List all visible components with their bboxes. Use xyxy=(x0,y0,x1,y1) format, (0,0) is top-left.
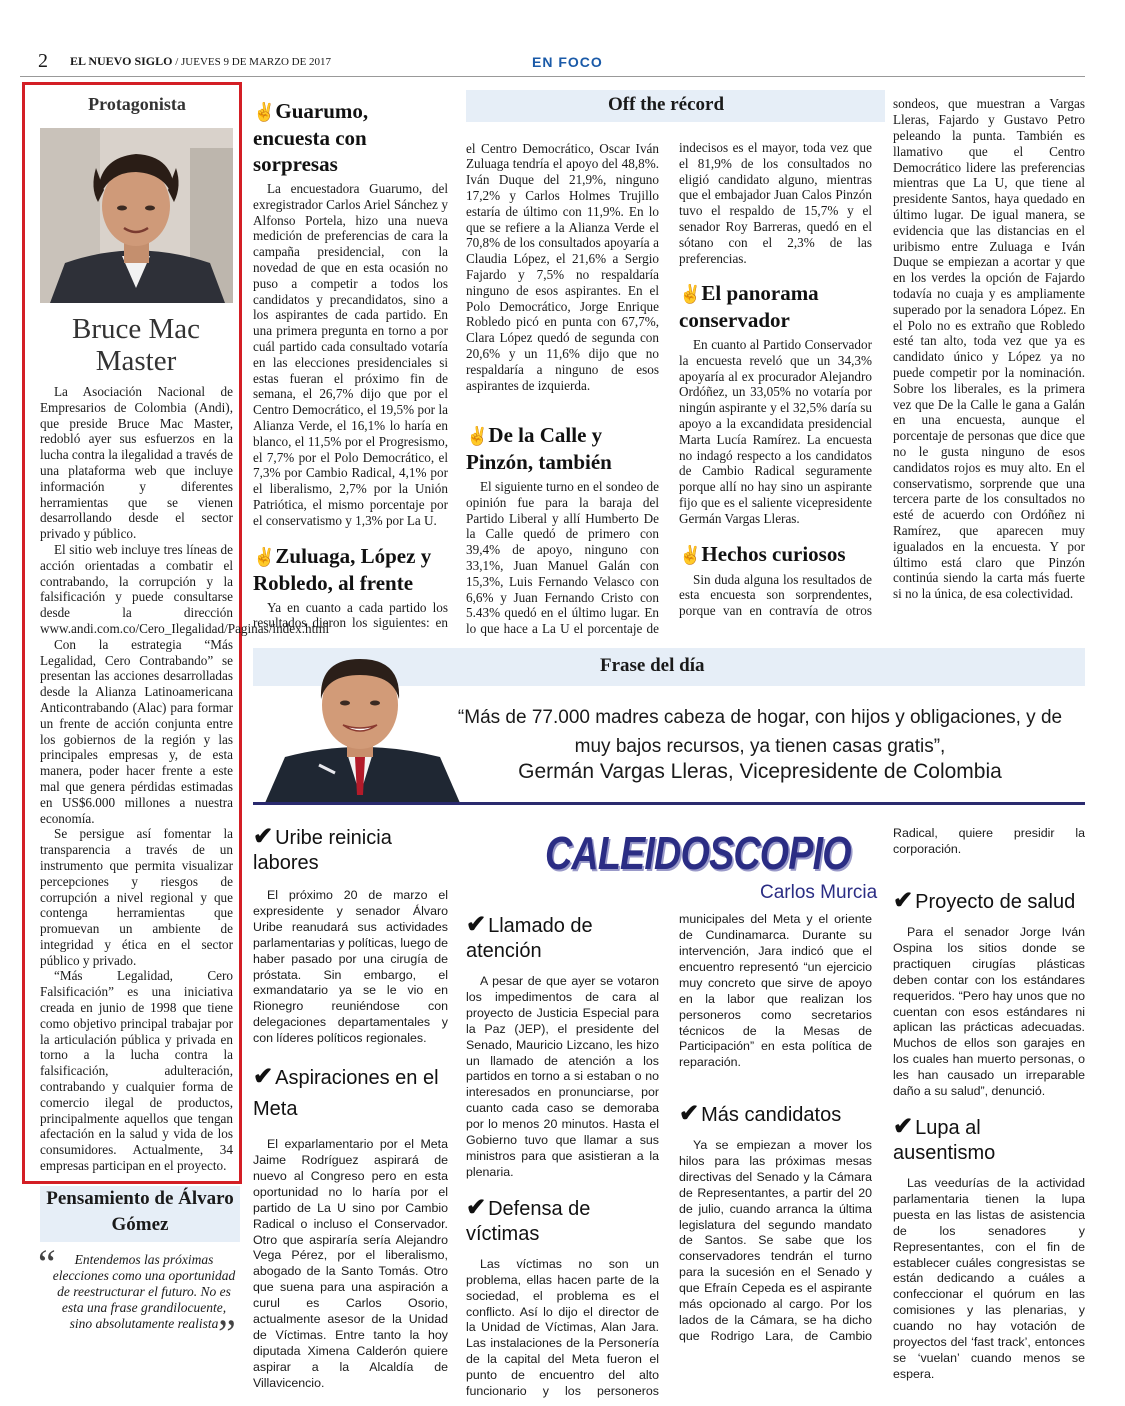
off-the-record-title: Off the récord xyxy=(607,94,725,115)
checkmark-icon: ✔ xyxy=(893,887,914,914)
curiosos-text: Sin duda alguna los resultados de esta encuesta son sorprendentes, porque van en contravía de otros xyxy=(679,571,872,619)
zuluaga-text: Ya en cuanto a cada partido los resultados dieron los siguientes: en xyxy=(253,599,448,631)
victory-hand-icon: ✌ xyxy=(466,426,489,446)
open-quote-icon: “ xyxy=(38,1241,56,1286)
newspaper-name: EL NUEVO SIGLO xyxy=(70,54,173,68)
frase-author: Germán Vargas Lleras, Vicepresidente de Colombia xyxy=(518,760,1002,783)
victory-hand-icon: ✌ xyxy=(679,284,702,304)
panorama-text: En cuanto al Partido Conservador la encuesta reveló que un 34,3% apoyaría al ex procurador Alejandro Ordóñez, un 33,05% no votaría por ningún aspirante y el 32,5% daría su apoyo a la excandidata presidencial Marta Lucía Ramírez. La encuesta no indagó respecto a los candidatos de Cambio Radical seguramente porque allí no hay sino un aspirante fijo que es el saliente vicepresidente Germán Vargas Lleras. xyxy=(679,337,872,526)
candidatos-continued: Radical, quiere presidir la corporación. xyxy=(893,826,1085,856)
ausentismo-heading: ✔ Lupa al ausentismo xyxy=(893,1112,996,1164)
caleidoscopio-title: CALEIDOSCOPIO xyxy=(545,827,851,879)
caleidoscopio-author: Carlos Murcia xyxy=(760,882,878,903)
llamado-text: A pesar de que ayer se votaron los impedimentos de cara al proyecto de Justicia Especial para la Paz (JEP), el presidente del Senado, Mauricio Lizcano, les hizo un llamado de atención a los partidos en torno a si estaban o no interesados en pronunciarse, por cuanto cada caso se demoraba por lo menos 20 minutos. Hasta el Gobierno tuvo que llamar a sus ministros para que asistieran a la plenaria. xyxy=(466,974,659,1179)
column-e xyxy=(253,824,448,1392)
protagonist-name: Bruce Mac Master xyxy=(71,313,201,377)
delacalle-heading: ✌De la Calle y Pinzón, también xyxy=(466,423,612,474)
victory-hand-icon: ✌ xyxy=(253,546,276,567)
curiosos-heading: ✌Hechos curiosos xyxy=(679,541,846,566)
paragraph: “Más Legalidad, Cero Falsificación” es una iniciativa creada en junio de 1998 que tiene como objetivo principal trabajar por la articulación pública y privada en torno a la lucha contra la falsificación, adulteración, contrabando y cualquier forma de comercio ilegal de productos, principalmente aquellos que tengan afectación en la salud y vida de los consumidores. Actualmente, 34 empresas participan en el proyecto. xyxy=(40,968,233,1174)
column-d xyxy=(893,96,1085,638)
victimas-text: Las víctimas no son un problema, ellas hacen parte de la sociedad, el problema es el conflicto. Así lo dijo el director de la Unidad de Víctimas, Alan Jara. Las instalaciones de la Personería de la capital del Meta fueron el punto de encuentro del alto funcionario y los personeros xyxy=(466,1256,659,1399)
victimas-continued: municipales del Meta y el oriente de Cundinamarca. Durante su intervención, Jara indicó que el encuentro representó “un ejercicio muy concreto que sirve de apoyo en la labor que realizan los personeros como secretarios técnicos de la Mesas de Participación” en esta política de reparación. xyxy=(679,912,872,1070)
delacalle-continued: indecisos es el mayor, toda vez que el 81,9% de los consultados no eligió candidato alguno, mientras que el embajador Juan Calos Pinzón tuvo el respaldo de 15,7% y el senador Roy Barreras, quedó en el sótano con el 2,3% de las preferencias. xyxy=(679,140,872,266)
vargas-lleras-photo xyxy=(255,645,465,803)
salud-text: Para el senador Jorge Iván Ospina los sitios donde se practiquen cirugías plásticas deben contar con los estándares requeridos. “Pero hay unos que no cuentan con esos estándares ni aplican las prácticas adecuadas. Muchos de ellos son garajes en los cuales han muerto personas, o les han causado un irreparable daño a su salud”, denunció. xyxy=(893,925,1085,1099)
victory-hand-icon: ✌ xyxy=(253,102,276,122)
frase-rule xyxy=(253,802,1085,805)
pensamiento-quote: Entendemos las próximas elecciones como una oportunidad de reestructurar el futuro. No es esta una frase grandilocuente, sino absolutamente realista xyxy=(52,1252,236,1331)
masthead xyxy=(70,54,331,69)
column-g xyxy=(679,912,872,1345)
column-a xyxy=(253,98,448,631)
checkmark-icon: ✔ xyxy=(466,1193,487,1221)
checkmark-icon: ✔ xyxy=(679,1100,700,1127)
checkmark-icon: ✔ xyxy=(253,823,274,850)
victimas-heading: ✔ Defensa de víctimas xyxy=(466,1193,591,1245)
close-quote-icon: ” xyxy=(218,1311,236,1356)
aspiraciones-heading: ✔ Aspiraciones en el Meta xyxy=(253,1063,439,1121)
pensamiento-title: Pensamiento de Álvaro Gómez xyxy=(40,1186,240,1242)
aspiraciones-text: El exparlamentario por el Meta Jaime Rodríguez aspirará de nuevo al Congreso pero en esta oportunidad no lo haría por el partido de La U sino por Cambio Radical o incluso el Conservador. Otro que aspiraría sería Alejandro Vega Pérez, por el liberalismo, abogado de la Santo Tomás. Otro que suena para una aspiración a curul es Carlos Osorio, actualmente asesor de la Unidad de Víctimas. Entre tanto la hoy diputada Ximena Calderón quiere aspirar a la Alcaldía de Villavicencio. xyxy=(253,1137,448,1390)
protagonista-title: Protagonista xyxy=(88,94,186,114)
checkmark-icon: ✔ xyxy=(466,911,487,938)
uribe-text: El próximo 20 de marzo el expresidente y senador Álvaro Uribe reanudará sus actividades parlamentarias y políticas, luego de haber pasado por una cirugía de próstata. Sin embargo, el exmandatario ya se le vio en Rionegro reuniéndose con delegaciones departamentales y con líderes políticos regionales. xyxy=(253,888,448,1046)
checkmark-icon: ✔ xyxy=(893,1112,914,1140)
ausentismo-text: Las veedurías de la actividad parlamentaria tienen la lupa puesta en las listas de asistencia de los senadores y Representantes, con el fin de establecer cuáles congresistas se están dedicando a cuáles a confeccionar el quórum en las comisiones y las plenarias, y cuando no hay votación de proyectos del ‘fast track’, entonces se ‘vuelan’ cuando menos se espera. xyxy=(893,1175,1085,1381)
victory-hand-icon: ✌ xyxy=(679,544,702,565)
delacalle-text: El siguiente turno en el sondeo de opinión fue para la baraja del Partido Liberal y allí Humberto De la Calle quedó de primero con 39,4% de apoyo, ninguno con 33,1%, Juan Manuel Galán con 15,3%, Luis Fernando Velasco con 6,6% y Juan Fernando Cristo con 5.43% quedó en el último lugar. En lo que hace a La U el porcentaje de xyxy=(466,479,659,637)
paragraph: El sitio web incluye tres líneas de acción orientadas a combatir el contrabando, la corrupción y la falsificación y puede consultarse desde la dirección www.andi.com.co/Cero_Ilegalidad/Paginas/index.html xyxy=(40,541,330,636)
guarumo-text: La encuestadora Guarumo, del exregistrador Carlos Ariel Sánchez y Alfonso Portela, hizo una nueva medición de preferencias de cara la campaña presidencial, con la novedad de que en esta ocasión no puso a competir a todos los candidatos y precandidatos, sino a los aspirantes de cada partido. En una primera pregunta en torno a por cuál partido cada consultado votaría en las elecciones presidenciales si estas fueran el próximo fin de semana, el 26,7% dijo que por el Centro Democrático, el 19,5% por la Alianza Verde, el 16,1% lo haría en blanco, el 11,5% por el Progresismo, el 7,7% por el Polo Democrático, el 7,3% por Cambio Radical, 4,1% por el liberalismo, 2,7% por la Unión Patriótica, el mismo porcentaje por el conservatismo y 1,3% por La U. xyxy=(253,181,448,528)
paragraph: La Asociación Nacional de Empresarios de Colombia (Andi), que preside Bruce Mac Master, redobló ayer sus esfuerzos en la lucha contra la ilegalidad a través de una plataforma web que incluye información y diferentes herramientas que se vienen desarrollando desde el sector privado y público. xyxy=(40,384,233,542)
frase-quote: “Más de 77.000 madres cabeza de hogar, con hijos y obligaciones, y de muy bajos recursos, ya tienen casas gratis”, xyxy=(457,707,1063,757)
llamado-heading: ✔ Llamado de atención xyxy=(466,911,593,962)
protagonist-photo xyxy=(40,128,233,303)
column-h xyxy=(893,826,1085,1383)
column-c xyxy=(679,140,872,619)
section-name: EN FOCO xyxy=(532,54,603,70)
checkmark-icon: ✔ xyxy=(253,1063,274,1091)
zuluaga-heading: ✌Zuluaga, López y Robledo, al frente xyxy=(253,543,432,595)
issue-date: / JUEVES 9 DE MARZO DE 2017 xyxy=(172,56,332,68)
curiosos-continued: sondeos, que muestran a Vargas Lleras, Fajardo y Gustavo Petro peleando la punta. También es llamativo que el Centro Democrático lidere las preferencias mientras que La U, que tiene al presidente Santos, haya quedado en último lugar. De igual manera, se evidencia que las distancias en el uribismo entre Zuluaga e Iván Duque se empiezan a acortar y que en los verdes la opción de Fajardo todavía no cuaja y es ampliamente superado por la senadora López. En el Polo no es extraño que Robledo esté tan alto, toda vez que ya es candidato único y López ya no puede competir por la nominación. Sobre los liberales, es la primera vez que De la Calle le gana a Galán en una encuesta, aunque el porcentaje de personas que dice que no le gusta ninguno de esos candidatos rojos es muy alto. En el conservatismo, sorprende que una tercera parte de los consultados no esté de acuerdo con Ordóñez ni Ramírez, que aparecen muy igualados en la encuesta. Y por último está claro que Pinzón continúa siendo la carta más fuerte si no la única, de esa colectividad. xyxy=(893,96,1085,602)
column-f xyxy=(466,912,659,1400)
panorama-heading: ✌El panorama conservador xyxy=(679,281,819,332)
paragraph: Con la estrategia “Más Legalidad, Cero Contrabando” se presentan las acciones desarrolladas desde la Alianza Latinoamericana Anticontrabando (Alac) para formar un frente de acción conjunta entre los gobiernos de la región y las principales empresas y, de esta manera, poder hacer frente a este mal que genera pérdidas estimadas en US$6.000 millones a nuestra economía. xyxy=(40,636,233,826)
paragraph: Se persigue así fomentar la transparencia a través de un instrumento que permita visualizar percepciones y riesgos de corrupción a nivel regional y que contenga herramientas que promuevan un ambiente de integridad y ética en el sector público y privado. xyxy=(40,826,233,968)
guarumo-heading: ✌Guarumo, encuesta con sorpresas xyxy=(253,99,369,176)
uribe-heading: ✔ Uribe reinicia labores xyxy=(253,823,392,874)
frase-title: Frase del día xyxy=(600,655,705,676)
column-b xyxy=(466,140,659,637)
zuluaga-continued: el Centro Democrático, Oscar Iván Zuluaga tendría el apoyo del 48,8%. Iván Duque del 21,9%, ninguno 17,2% y Carlos Holmes Trujillo estaría de último con 11,9%. En lo que se refiere a la Alianza Verde el 70,8% de los consultados apoyaría a Claudia López, el 21,6% a Sergio Fajardo y 7,5% no respaldaría ninguno de esos aspirantes. En el Polo Democrático, Jorge Enrique Robledo picó en punta con 67,7%, Clara López quedó de segunda con 20,6% y un 11,6% dijo que no respaldaría a ninguno de esos aspirantes de izquierda. xyxy=(466,140,659,393)
page-number: 2 xyxy=(38,50,48,72)
header-rule xyxy=(20,76,1085,77)
candidatos-heading: ✔ Más candidatos xyxy=(679,1100,842,1127)
salud-heading: ✔ Proyecto de salud xyxy=(893,887,1076,914)
candidatos-text: Ya se empiezan a mover los hilos para las próximas mesas directivas del Senado y la Cámara de Representantes, a partir del 20 de julio, cuando arranca la última legislatura del segundo mandato de Santos. Se sabe que los conservadores tendrán el turno para la sucesión en el Senado y que Efraín Cepeda es el aspirante más opcionado al cargo. Por los lados de la Cámara, se ha dicho que Rodrigo Lara, de Cambio xyxy=(679,1138,872,1343)
